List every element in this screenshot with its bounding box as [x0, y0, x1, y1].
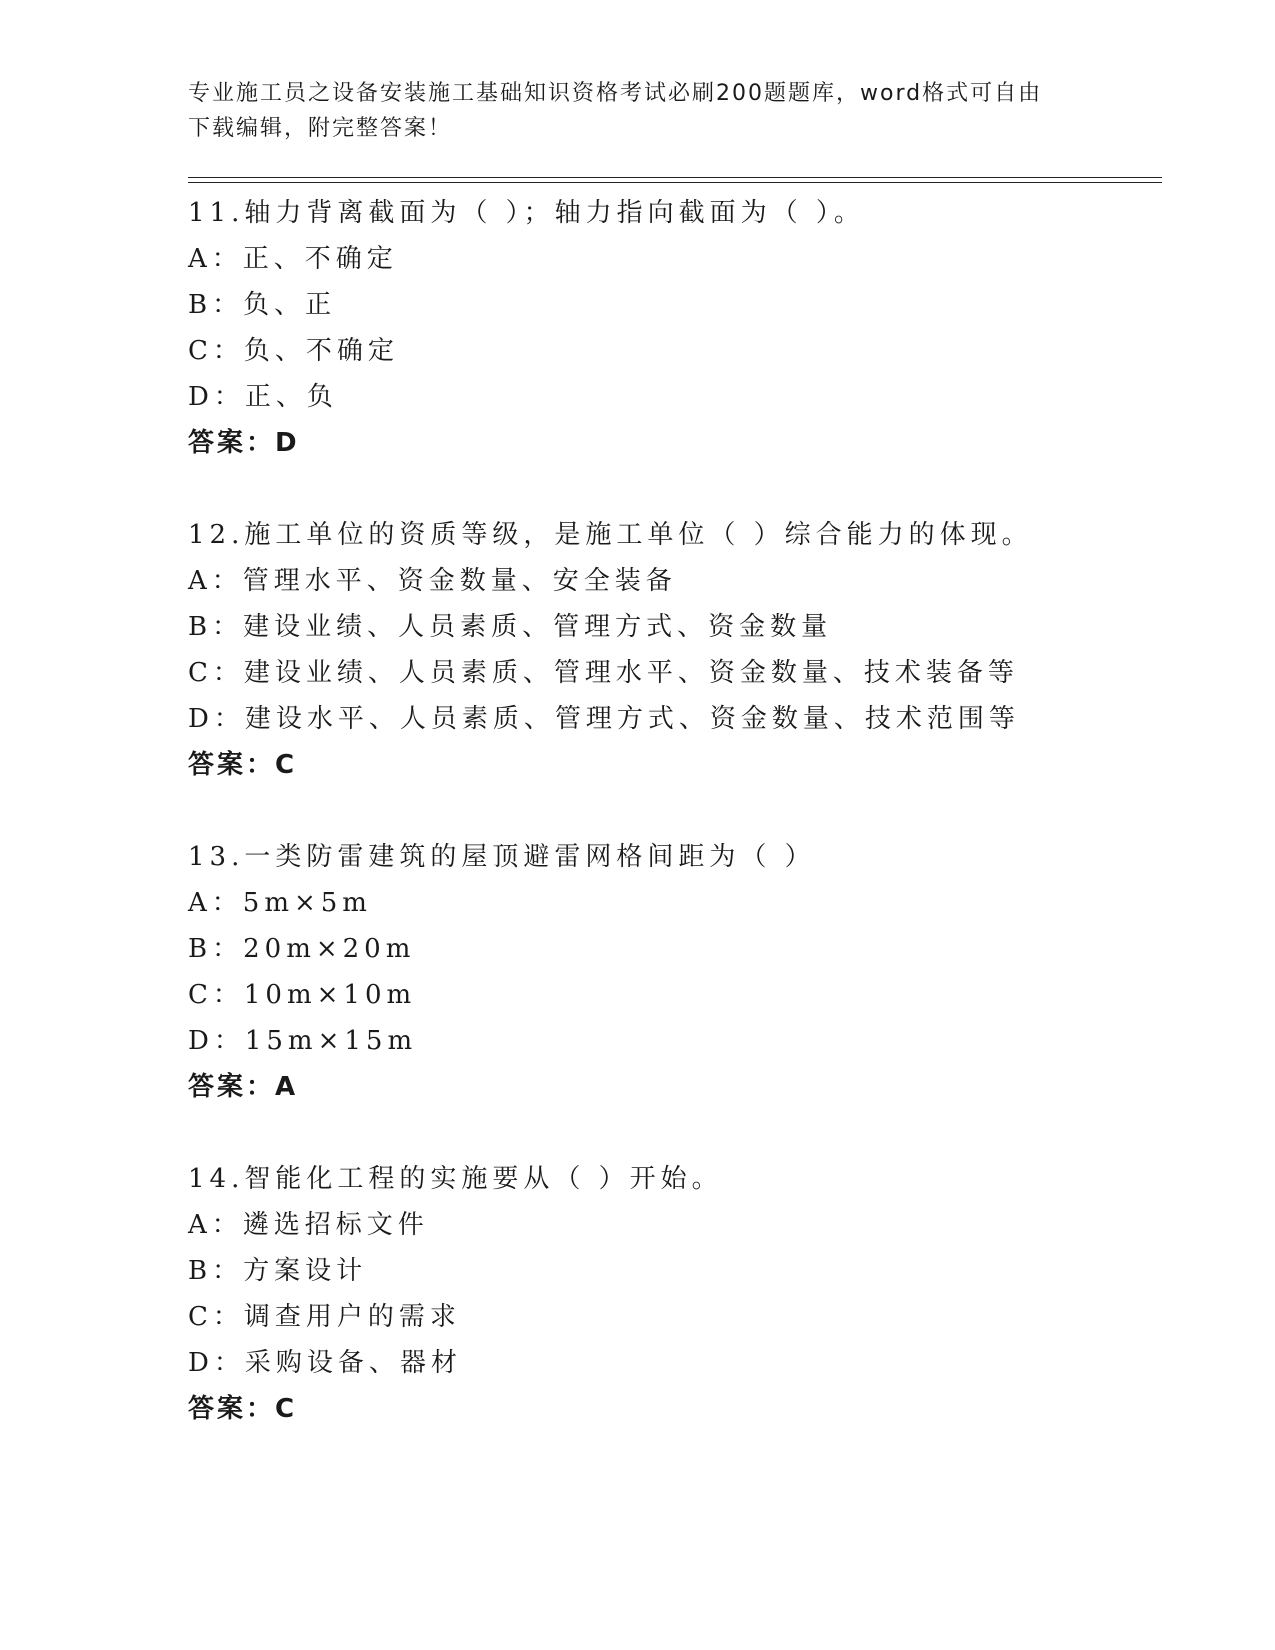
option-b: B：建设业绩、人员素质、管理方式、资金数量	[188, 612, 833, 642]
option-c: C：10m×10m	[188, 980, 417, 1010]
option-b: B：负、正	[188, 290, 337, 320]
option-d: D：建设水平、人员素质、管理方式、资金数量、技术范围等	[188, 704, 1020, 734]
question-stem: 14.智能化工程的实施要从（ ）开始。	[188, 1164, 723, 1194]
header-divider-top	[188, 177, 1162, 178]
question-stem: 11.轴力背离截面为（ ）；轴力指向截面为（ ）。	[188, 198, 865, 228]
option-b: B：20m×20m	[188, 934, 416, 964]
option-d: D：15m×15m	[188, 1026, 418, 1056]
header-divider-bottom	[188, 182, 1162, 183]
header-line-1: 专业施工员之设备安装施工基础知识资格考试必刷200题题库，word格式可自由	[188, 81, 1043, 106]
option-c: C：负、不确定	[188, 336, 399, 366]
option-a: A：5m×5m	[188, 888, 372, 918]
option-c: C：建设业绩、人员素质、管理水平、资金数量、技术装备等	[188, 658, 1019, 688]
question-12	[188, 512, 1168, 788]
header-line-2: 下载编辑，附完整答案！	[188, 116, 453, 141]
question-stem: 12.施工单位的资质等级，是施工单位（ ）综合能力的体现。	[188, 520, 1033, 550]
question-13	[188, 834, 1168, 1110]
question-11	[188, 190, 1168, 466]
question-stem: 13.一类防雷建筑的屋顶避雷网格间距为（ ）	[188, 842, 816, 872]
answer-line: 答案：A	[188, 1072, 299, 1102]
option-d: D：正、负	[188, 382, 338, 412]
document-header	[188, 76, 1088, 146]
question-14	[188, 1156, 1168, 1432]
question-list	[188, 190, 1168, 1478]
option-c: C：调查用户的需求	[188, 1302, 461, 1332]
answer-line: 答案：D	[188, 428, 300, 458]
option-d: D：采购设备、器材	[188, 1348, 462, 1378]
answer-line: 答案：C	[188, 750, 298, 780]
option-a: A：正、不确定	[188, 244, 398, 274]
option-a: A：遴选招标文件	[188, 1210, 429, 1240]
answer-line: 答案：C	[188, 1394, 298, 1424]
option-b: B：方案设计	[188, 1256, 368, 1286]
option-a: A：管理水平、资金数量、安全装备	[188, 566, 677, 596]
